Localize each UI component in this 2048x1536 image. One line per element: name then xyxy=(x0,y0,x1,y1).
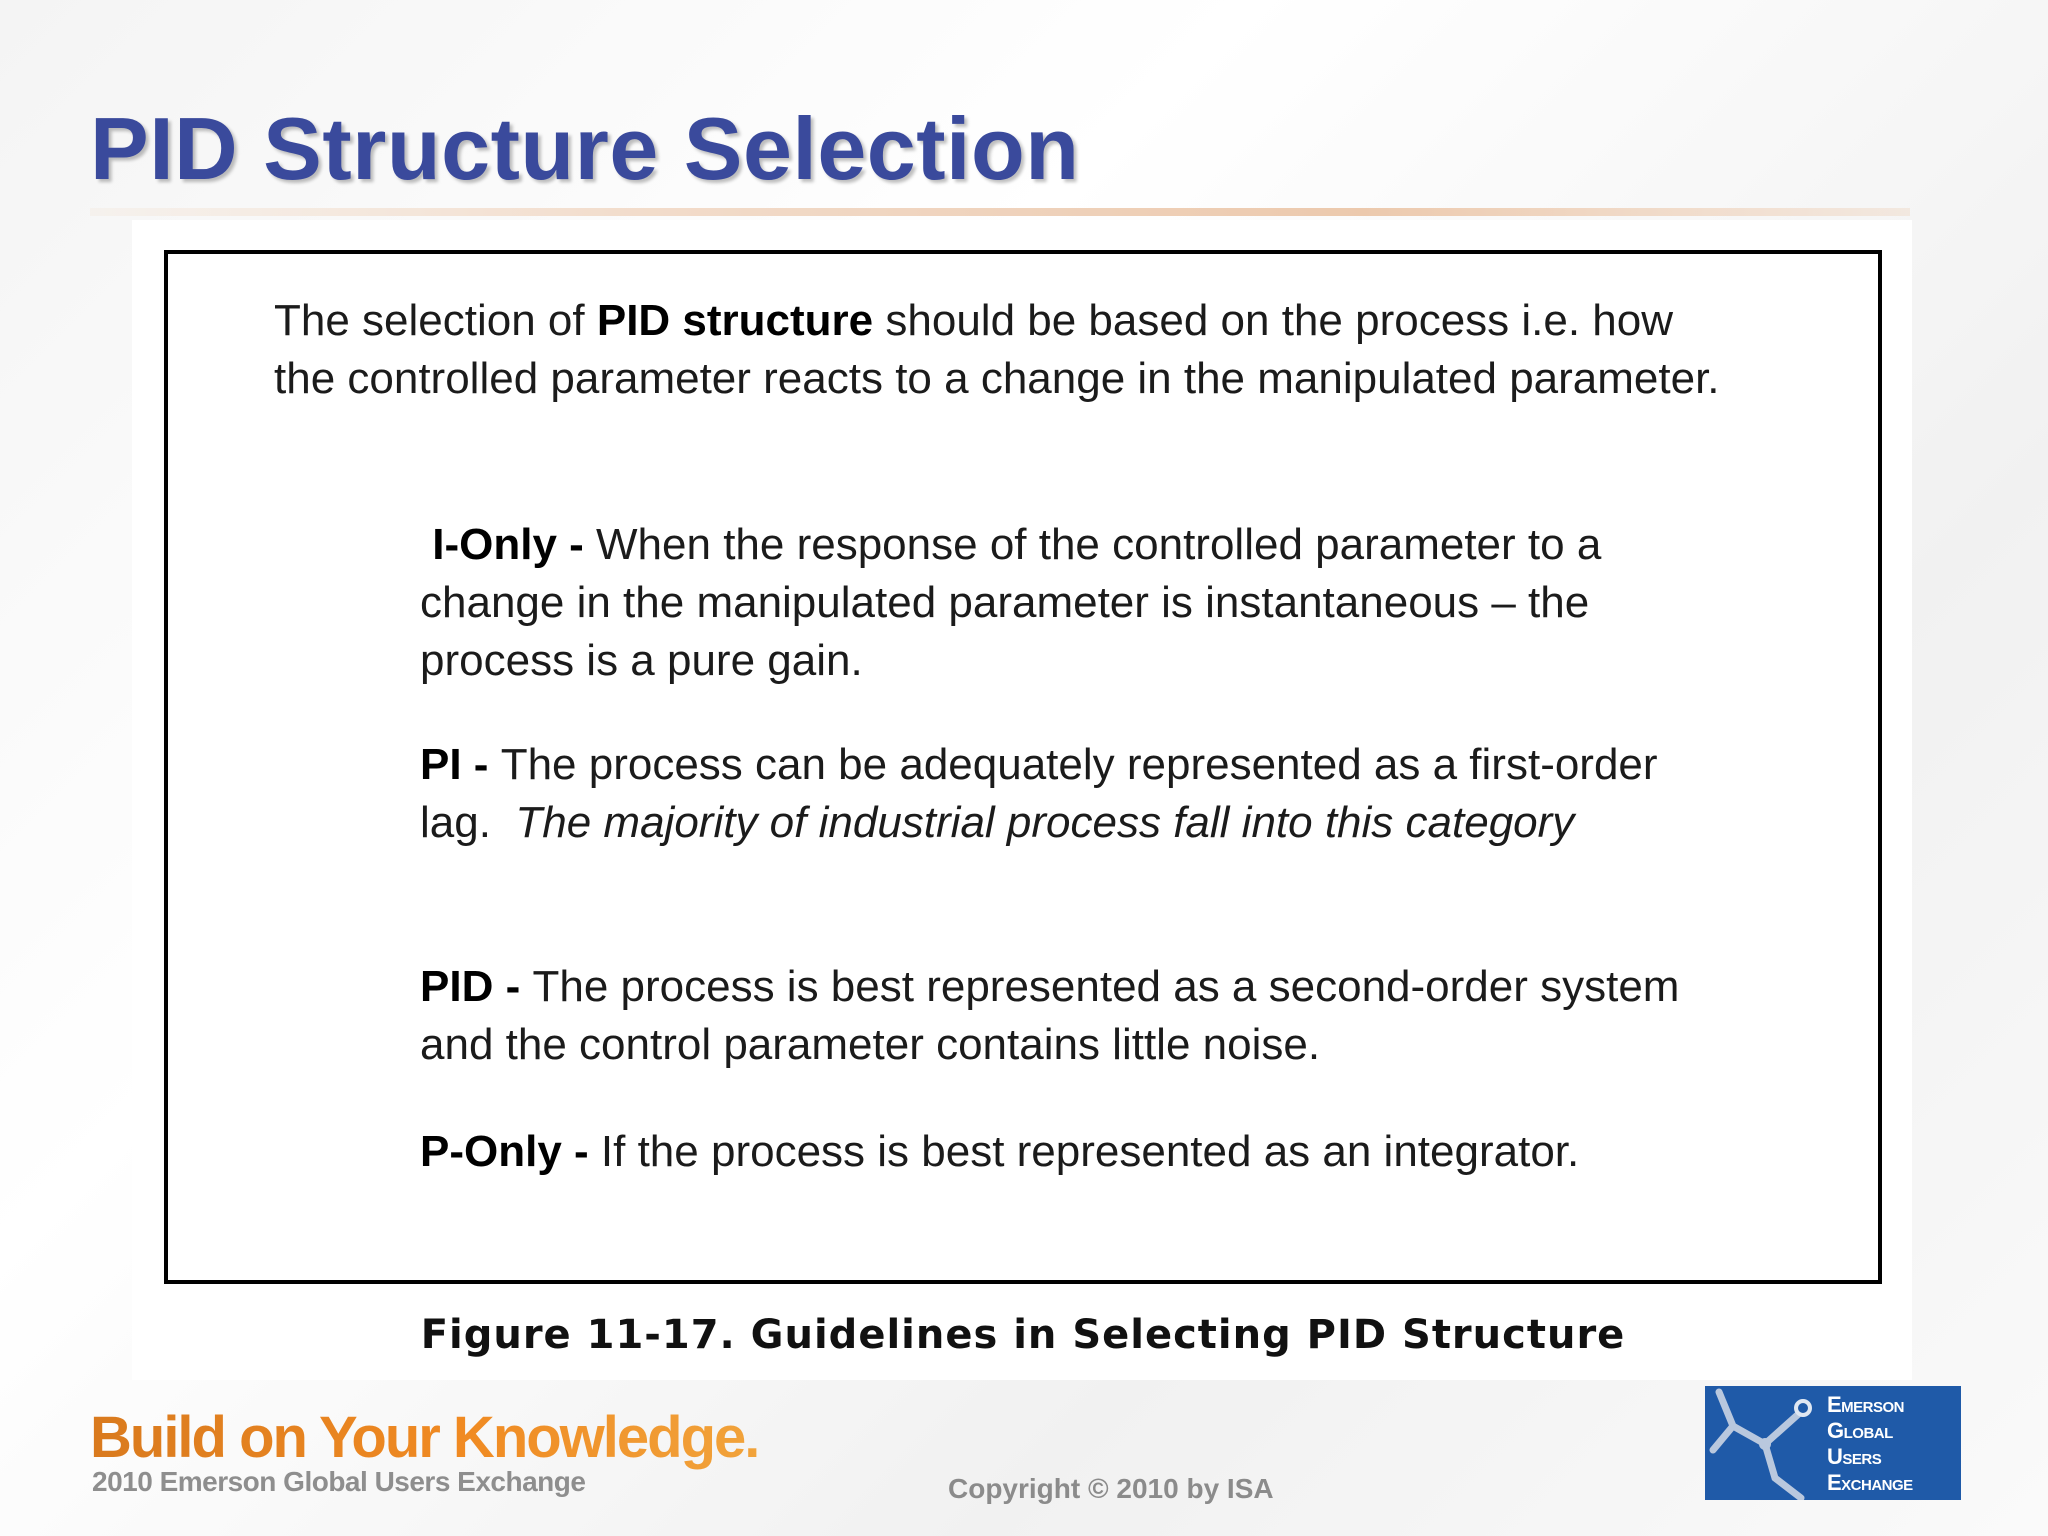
slide-title: PID Structure Selection xyxy=(90,99,1080,198)
intro-text-end: should be based on the process i.e. how the controlled parameter reacts to a change in the manipulated parameter. xyxy=(274,296,1720,403)
guideline-text: The process can be adequately represented as a first-order lag. xyxy=(420,740,1670,847)
logo-line: Emerson xyxy=(1827,1392,1905,1417)
guideline-pi xyxy=(420,736,1720,852)
guideline-separator: - xyxy=(493,962,533,1011)
guideline-separator: - xyxy=(561,1127,601,1176)
guideline-separator: - xyxy=(556,520,597,569)
guideline-label: PI xyxy=(420,740,462,789)
guideline-p-only xyxy=(420,1123,1740,1181)
guideline-label: I-Only xyxy=(432,520,557,569)
footer-tagline: Build on Your Knowledge. xyxy=(90,1405,759,1470)
guideline-text: When the response of the controlled parameter to a change in the manipulated parameter is instantaneous – the process is a pure gain. xyxy=(420,520,1602,685)
guideline-text: The process is best represented as a second-order system and the control parameter contains little noise. xyxy=(420,962,1680,1069)
emerson-exchange-logo xyxy=(1705,1386,1961,1500)
guideline-label: P-Only xyxy=(420,1127,562,1176)
guideline-text: If the process is best represented as an integrator. xyxy=(600,1127,1580,1176)
guideline-label: PID xyxy=(420,962,494,1011)
guideline-pid xyxy=(420,958,1720,1074)
title-divider xyxy=(90,208,1910,216)
logo-wordmark xyxy=(1827,1392,1913,1496)
footer-copyright: Copyright © 2010 by ISA xyxy=(948,1473,1274,1504)
logo-line: Users xyxy=(1827,1444,1882,1469)
guideline-italic-note: The majority of industrial process fall into this category xyxy=(515,798,1575,847)
guideline-i-only xyxy=(420,516,1740,690)
intro-emphasis: PID structure xyxy=(596,296,874,345)
logo-line: Global xyxy=(1827,1418,1893,1443)
guideline-separator: - xyxy=(461,740,501,789)
intro-text-start: The selection of xyxy=(274,296,597,345)
logo-line: Exchange xyxy=(1827,1470,1913,1495)
footer-event-name: 2010 Emerson Global Users Exchange xyxy=(92,1466,586,1497)
intro-paragraph xyxy=(274,292,1734,408)
figure-caption: Figure 11-17. Guidelines in Selecting PID Structure xyxy=(420,1312,1626,1358)
